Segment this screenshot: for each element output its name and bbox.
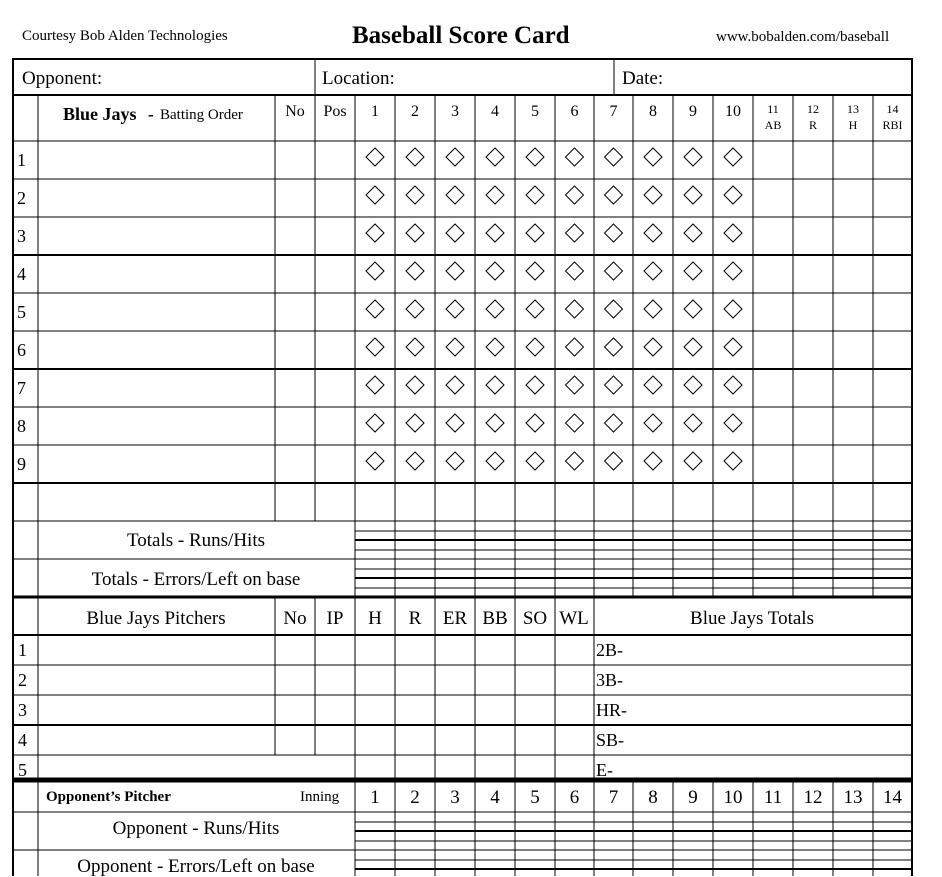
pitch-col-ip: IP bbox=[326, 608, 344, 629]
team-total-e: E- bbox=[596, 760, 613, 780]
at-bat-diamond[interactable] bbox=[566, 376, 584, 394]
inning-header-10: 10 bbox=[725, 103, 741, 120]
at-bat-diamond[interactable] bbox=[406, 224, 424, 242]
inning-header-1: 1 bbox=[371, 103, 379, 120]
at-bat-diamond[interactable] bbox=[684, 224, 702, 242]
batter-row-number: 5 bbox=[17, 302, 26, 322]
at-bat-diamond[interactable] bbox=[486, 338, 504, 356]
at-bat-diamond[interactable] bbox=[684, 452, 702, 470]
at-bat-diamond[interactable] bbox=[605, 148, 623, 166]
at-bat-diamond[interactable] bbox=[644, 414, 662, 432]
totals-runs-hits-label: Totals - Runs/Hits bbox=[126, 530, 266, 551]
inning-header-4: 4 bbox=[491, 103, 499, 120]
at-bat-diamond[interactable] bbox=[724, 186, 742, 204]
at-bat-diamond[interactable] bbox=[366, 338, 384, 356]
at-bat-diamond[interactable] bbox=[566, 148, 584, 166]
website-url: www.bobalden.com/baseball bbox=[716, 29, 890, 45]
team-name: Blue Jays bbox=[63, 104, 137, 124]
at-bat-diamond[interactable] bbox=[566, 262, 584, 280]
at-bat-diamond[interactable] bbox=[366, 376, 384, 394]
at-bat-diamond[interactable] bbox=[486, 300, 504, 318]
team-total-3b: 3B- bbox=[596, 670, 623, 690]
at-bat-diamond[interactable] bbox=[644, 262, 662, 280]
at-bat-diamond[interactable] bbox=[526, 186, 544, 204]
at-bat-diamond[interactable] bbox=[724, 376, 742, 394]
at-bat-diamond[interactable] bbox=[684, 186, 702, 204]
at-bat-diamond[interactable] bbox=[566, 300, 584, 318]
at-bat-diamond[interactable] bbox=[486, 148, 504, 166]
opp-inning-header-10: 10 bbox=[723, 787, 743, 808]
at-bat-diamond[interactable] bbox=[724, 224, 742, 242]
at-bat-diamond[interactable] bbox=[644, 376, 662, 394]
pitcher-row-number: 1 bbox=[18, 640, 27, 660]
at-bat-diamond[interactable] bbox=[724, 148, 742, 166]
at-bat-diamond[interactable] bbox=[724, 452, 742, 470]
at-bat-diamond[interactable] bbox=[605, 224, 623, 242]
dash: - bbox=[148, 105, 154, 124]
batter-row-number: 9 bbox=[17, 454, 26, 474]
at-bat-diamond[interactable] bbox=[446, 376, 464, 394]
stat-col-num: 14 bbox=[886, 102, 899, 116]
at-bat-diamond[interactable] bbox=[406, 338, 424, 356]
col-no-header: No bbox=[285, 103, 305, 120]
batter-row-number: 2 bbox=[17, 188, 26, 208]
batter-row-number: 7 bbox=[17, 378, 26, 398]
pitcher-row-number: 4 bbox=[18, 730, 27, 750]
pitchers-title: Blue Jays Pitchers bbox=[86, 608, 226, 629]
at-bat-diamond[interactable] bbox=[644, 338, 662, 356]
at-bat-diamond[interactable] bbox=[366, 262, 384, 280]
at-bat-diamond[interactable] bbox=[724, 262, 742, 280]
at-bat-diamond[interactable] bbox=[486, 186, 504, 204]
team-totals-title: Blue Jays Totals bbox=[690, 608, 814, 629]
at-bat-diamond[interactable] bbox=[446, 224, 464, 242]
at-bat-diamond[interactable] bbox=[486, 224, 504, 242]
at-bat-diamond[interactable] bbox=[566, 224, 584, 242]
stat-col-num: 11 bbox=[767, 102, 779, 116]
team-total-sb: SB- bbox=[596, 730, 625, 750]
stat-col-r: R bbox=[808, 118, 818, 132]
stat-col-num: 12 bbox=[807, 102, 819, 116]
at-bat-diamond[interactable] bbox=[526, 452, 544, 470]
at-bat-diamond[interactable] bbox=[644, 148, 662, 166]
at-bat-diamond[interactable] bbox=[566, 452, 584, 470]
stat-col-h: H bbox=[848, 118, 858, 132]
at-bat-diamond[interactable] bbox=[566, 338, 584, 356]
stat-col-rbi: RBI bbox=[882, 118, 903, 132]
at-bat-diamond[interactable] bbox=[526, 300, 544, 318]
at-bat-diamond[interactable] bbox=[526, 338, 544, 356]
totals-errors-lob-label: Totals - Errors/Left on base bbox=[91, 569, 301, 590]
at-bat-diamond[interactable] bbox=[486, 262, 504, 280]
location-field-label: Location: bbox=[322, 68, 395, 89]
inning-header-3: 3 bbox=[451, 103, 459, 120]
info-row-frame bbox=[13, 59, 912, 95]
at-bat-diamond[interactable] bbox=[644, 452, 662, 470]
inning-header-7: 7 bbox=[609, 103, 618, 120]
at-bat-diamond[interactable] bbox=[446, 338, 464, 356]
at-bat-diamond[interactable] bbox=[446, 148, 464, 166]
at-bat-diamond[interactable] bbox=[684, 148, 702, 166]
at-bat-diamond[interactable] bbox=[526, 376, 544, 394]
pitch-col-er: ER bbox=[442, 608, 468, 629]
at-bat-diamond[interactable] bbox=[486, 452, 504, 470]
date-field-label: Date: bbox=[622, 68, 664, 89]
at-bat-diamond[interactable] bbox=[406, 262, 424, 280]
at-bat-diamond[interactable] bbox=[446, 452, 464, 470]
at-bat-diamond[interactable] bbox=[605, 186, 623, 204]
at-bat-diamond[interactable] bbox=[684, 300, 702, 318]
at-bat-diamond[interactable] bbox=[684, 376, 702, 394]
at-bat-diamond[interactable] bbox=[366, 224, 384, 242]
opp-inning-header-5: 5 bbox=[530, 787, 540, 808]
at-bat-diamond[interactable] bbox=[366, 452, 384, 470]
pitch-col-bb: BB bbox=[482, 608, 508, 629]
stat-col-ab: AB bbox=[764, 118, 782, 132]
at-bat-diamond[interactable] bbox=[605, 414, 623, 432]
pitch-col-so: SO bbox=[522, 608, 548, 629]
opp-inning-header-14: 14 bbox=[883, 787, 902, 808]
opp-inning-header-6: 6 bbox=[569, 787, 580, 808]
pitch-col-r: R bbox=[408, 608, 422, 629]
at-bat-diamond[interactable] bbox=[526, 224, 544, 242]
inning-header-5: 5 bbox=[531, 103, 539, 120]
at-bat-diamond[interactable] bbox=[724, 300, 742, 318]
batter-row-number: 8 bbox=[17, 416, 26, 436]
opp-inning-header-7: 7 bbox=[608, 787, 619, 808]
opp-inning-header-1: 1 bbox=[370, 787, 380, 808]
batter-row-number: 1 bbox=[17, 150, 26, 170]
batter-row-number: 4 bbox=[17, 264, 26, 284]
at-bat-diamond[interactable] bbox=[406, 414, 424, 432]
at-bat-diamond[interactable] bbox=[605, 452, 623, 470]
opp-inning-header-8: 8 bbox=[648, 787, 658, 808]
team-total-2b: 2B- bbox=[596, 640, 623, 660]
at-bat-diamond[interactable] bbox=[446, 186, 464, 204]
at-bat-diamond[interactable] bbox=[684, 262, 702, 280]
at-bat-diamond[interactable] bbox=[526, 262, 544, 280]
at-bat-diamond[interactable] bbox=[605, 300, 623, 318]
inning-header-9: 9 bbox=[689, 103, 697, 120]
at-bat-diamond[interactable] bbox=[526, 414, 544, 432]
batting-order-label: Batting Order bbox=[160, 107, 243, 123]
at-bat-diamond[interactable] bbox=[605, 338, 623, 356]
opp-inning-header-13: 13 bbox=[843, 787, 863, 808]
stat-col-num: 13 bbox=[847, 102, 859, 116]
pitch-col-h: H bbox=[368, 608, 382, 629]
at-bat-diamond[interactable] bbox=[684, 338, 702, 356]
opp-inning-header-2: 2 bbox=[410, 787, 420, 808]
at-bat-diamond[interactable] bbox=[446, 300, 464, 318]
at-bat-diamond[interactable] bbox=[406, 376, 424, 394]
pitch-col-wl: WL bbox=[559, 608, 589, 629]
pitch-col-no: No bbox=[283, 608, 307, 629]
col-pos-header: Pos bbox=[323, 103, 347, 120]
at-bat-diamond[interactable] bbox=[366, 148, 384, 166]
opp-inning-header-11: 11 bbox=[763, 787, 783, 808]
at-bat-diamond[interactable] bbox=[486, 376, 504, 394]
pitcher-row-number: 2 bbox=[18, 670, 27, 690]
at-bat-diamond[interactable] bbox=[446, 414, 464, 432]
at-bat-diamond[interactable] bbox=[526, 148, 544, 166]
pitcher-row-number: 3 bbox=[18, 700, 27, 720]
at-bat-diamond[interactable] bbox=[566, 186, 584, 204]
at-bat-diamond[interactable] bbox=[366, 186, 384, 204]
at-bat-diamond[interactable] bbox=[366, 414, 384, 432]
inning-header-8: 8 bbox=[649, 103, 657, 120]
batter-row-number: 6 bbox=[17, 340, 26, 360]
opp-inning-header-4: 4 bbox=[490, 787, 500, 808]
at-bat-diamond[interactable] bbox=[446, 262, 464, 280]
courtesy-text: Courtesy Bob Alden Technologies bbox=[22, 28, 228, 44]
batter-row-number: 3 bbox=[17, 226, 26, 246]
at-bat-diamond[interactable] bbox=[406, 148, 424, 166]
inning-label: Inning bbox=[300, 789, 340, 805]
at-bat-diamond[interactable] bbox=[605, 376, 623, 394]
at-bat-diamond[interactable] bbox=[406, 186, 424, 204]
at-bat-diamond[interactable] bbox=[406, 452, 424, 470]
pitcher-row-number: 5 bbox=[18, 760, 27, 780]
inning-header-2: 2 bbox=[411, 103, 419, 120]
opponent-field-label: Opponent: bbox=[22, 68, 103, 89]
team-total-hr: HR- bbox=[596, 700, 627, 720]
opp-inning-header-9: 9 bbox=[688, 787, 698, 808]
at-bat-diamond[interactable] bbox=[644, 224, 662, 242]
page-title: Baseball Score Card bbox=[352, 22, 570, 49]
at-bat-diamond[interactable] bbox=[644, 186, 662, 204]
at-bat-diamond[interactable] bbox=[724, 414, 742, 432]
opponent-errors-lob-label: Opponent - Errors/Left on base bbox=[77, 856, 315, 877]
at-bat-diamond[interactable] bbox=[566, 414, 584, 432]
at-bat-diamond[interactable] bbox=[724, 338, 742, 356]
opp-inning-header-3: 3 bbox=[450, 787, 460, 808]
at-bat-diamond[interactable] bbox=[644, 300, 662, 318]
at-bat-diamond[interactable] bbox=[406, 300, 424, 318]
opponent-pitcher-label: Opponent’s Pitcher bbox=[46, 789, 171, 805]
opponent-runs-hits-label: Opponent - Runs/Hits bbox=[112, 818, 280, 839]
at-bat-diamond[interactable] bbox=[605, 262, 623, 280]
inning-header-6: 6 bbox=[570, 103, 579, 120]
at-bat-diamond[interactable] bbox=[366, 300, 384, 318]
opp-inning-header-12: 12 bbox=[803, 787, 823, 808]
at-bat-diamond[interactable] bbox=[486, 414, 504, 432]
at-bat-diamond[interactable] bbox=[684, 414, 702, 432]
